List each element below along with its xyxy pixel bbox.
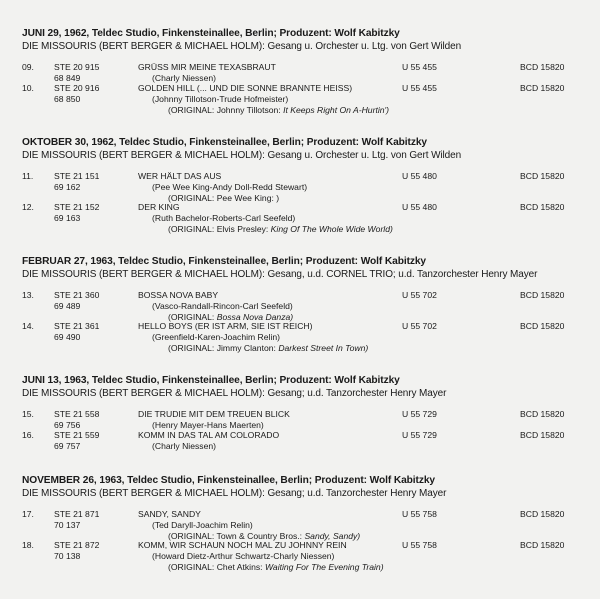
track-title: DIE TRUDIE MIT DEM TREUEN BLICK: [138, 409, 290, 419]
track-number: 17.: [22, 509, 34, 519]
original-title: King Of The Whole Wide World): [270, 224, 393, 234]
matrix-number: STE 21 151: [54, 171, 100, 181]
original-artist: (ORIGINAL: Pee Wee King: ): [168, 193, 280, 203]
cd-catalog-number: BCD 15820: [520, 171, 565, 181]
single-catalog-number: U 55 455: [402, 83, 437, 93]
original-artist: (ORIGINAL:: [168, 312, 215, 322]
cd-catalog-number: BCD 15820: [520, 409, 565, 419]
take-number: 68 849: [54, 73, 81, 83]
session-artist: DIE MISSOURIS (BERT BERGER & MICHAEL HOLM): Gesang; u.d. Tanzorchester Henry Mayer: [22, 488, 447, 499]
single-catalog-number: U 55 729: [402, 409, 437, 419]
track-number: 14.: [22, 321, 34, 331]
songwriter-credit: (Ruth Bachelor-Roberts-Carl Seefeld): [152, 213, 296, 223]
take-number: 70 138: [54, 551, 81, 561]
original-version: [168, 343, 368, 353]
session-header: JUNI 13, 1963, Teldec Studio, Finkensteinallee, Berlin; Produzent: Wolf Kabitzky: [22, 375, 400, 386]
track-number: 15.: [22, 409, 34, 419]
take-number: 68 850: [54, 94, 81, 104]
songwriter-credit: (Pee Wee King-Andy Doll-Redd Stewart): [152, 182, 308, 192]
matrix-number: STE 20 916: [54, 83, 100, 93]
take-number: 69 163: [54, 213, 81, 223]
original-version: [168, 224, 393, 234]
songwriter-credit: (Ted Daryll-Joachim Relin): [152, 520, 253, 530]
session-artist: DIE MISSOURIS (BERT BERGER & MICHAEL HOLM): Gesang u. Orchester u. Ltg. von Gert Wilden: [22, 150, 462, 161]
session-header: JUNI 29, 1962, Teldec Studio, Finkensteinallee, Berlin; Produzent: Wolf Kabitzky: [22, 28, 400, 39]
cd-catalog-number: BCD 15820: [520, 321, 565, 331]
original-version: [168, 105, 389, 115]
single-catalog-number: U 55 702: [402, 321, 437, 331]
matrix-number: STE 21 559: [54, 430, 100, 440]
single-catalog-number: U 55 480: [402, 202, 437, 212]
original-artist: (ORIGINAL: Jimmy Clanton:: [168, 343, 276, 353]
original-title: Waiting For The Evening Train): [264, 562, 384, 572]
original-title: Darkest Street In Town): [278, 343, 369, 353]
original-artist: (ORIGINAL: Johnny Tillotson:: [168, 105, 281, 115]
single-catalog-number: U 55 702: [402, 290, 437, 300]
original-version: [168, 562, 384, 572]
session-header: NOVEMBER 26, 1963, Teldec Studio, Finkensteinallee, Berlin; Produzent: Wolf Kabitzky: [22, 475, 435, 486]
songwriter-credit: (Johnny Tillotson-Trude Hofmeister): [152, 94, 289, 104]
take-number: 69 756: [54, 420, 81, 430]
cd-catalog-number: BCD 15820: [520, 430, 565, 440]
single-catalog-number: U 55 758: [402, 540, 437, 550]
track-number: 13.: [22, 290, 34, 300]
take-number: 70 137: [54, 520, 81, 530]
single-catalog-number: U 55 729: [402, 430, 437, 440]
track-number: 16.: [22, 430, 34, 440]
track-title: GRÜSS MIR MEINE TEXASBRAUT: [138, 62, 276, 72]
songwriter-credit: (Henry Mayer-Hans Maerten): [152, 420, 264, 430]
original-title: Sandy, Sandy): [304, 531, 361, 541]
original-title: It Keeps Right On A-Hurtin'): [283, 105, 390, 115]
matrix-number: STE 21 152: [54, 202, 100, 212]
track-number: 11.: [22, 171, 34, 181]
track-title: HELLO BOYS (ER IST ARM, SIE IST REICH): [138, 321, 313, 331]
session-artist: DIE MISSOURIS (BERT BERGER & MICHAEL HOLM): Gesang u. Orchester u. Ltg. von Gert Wilden: [22, 41, 462, 52]
matrix-number: STE 21 361: [54, 321, 100, 331]
track-number: 09.: [22, 62, 34, 72]
track-title: DER KING: [138, 202, 180, 212]
track-title: KOMM IN DAS TAL AM COLORADO: [138, 430, 280, 440]
cd-catalog-number: BCD 15820: [520, 62, 565, 72]
original-artist: (ORIGINAL: Chet Atkins:: [168, 562, 263, 572]
take-number: 69 757: [54, 441, 81, 451]
original-artist: (ORIGINAL: Elvis Presley:: [168, 224, 269, 234]
track-title: KOMM, WIR SCHAUN NOCH MAL ZU JOHNNY REIN: [138, 540, 347, 550]
matrix-number: STE 21 360: [54, 290, 100, 300]
songwriter-credit: (Charly Niessen): [152, 73, 216, 83]
session-artist: DIE MISSOURIS (BERT BERGER & MICHAEL HOLM): Gesang, u.d. CORNEL TRIO; u.d. Tanzorchester Henry Mayer: [22, 269, 538, 280]
matrix-number: STE 21 558: [54, 409, 100, 419]
track-number: 18.: [22, 540, 34, 550]
single-catalog-number: U 55 758: [402, 509, 437, 519]
session-artist: DIE MISSOURIS (BERT BERGER & MICHAEL HOLM): Gesang; u.d. Tanzorchester Henry Mayer: [22, 388, 447, 399]
songwriter-credit: (Howard Dietz-Arthur Schwartz-Charly Niessen): [152, 551, 335, 561]
track-title: WER HÄLT DAS AUS: [138, 171, 222, 181]
original-version: [168, 193, 279, 203]
cd-catalog-number: BCD 15820: [520, 83, 565, 93]
session-header: FEBRUAR 27, 1963, Teldec Studio, Finkensteinallee, Berlin; Produzent: Wolf Kabitzky: [22, 256, 426, 267]
track-title: BOSSA NOVA BABY: [138, 290, 219, 300]
matrix-number: STE 20 915: [54, 62, 100, 72]
take-number: 69 162: [54, 182, 81, 192]
single-catalog-number: U 55 480: [402, 171, 437, 181]
original-title: Bossa Nova Danza): [216, 312, 294, 322]
take-number: 69 490: [54, 332, 81, 342]
cd-catalog-number: BCD 15820: [520, 202, 565, 212]
cd-catalog-number: BCD 15820: [520, 540, 565, 550]
cd-catalog-number: BCD 15820: [520, 290, 565, 300]
track-title: SANDY, SANDY: [138, 509, 201, 519]
track-number: 10.: [22, 83, 34, 93]
session-header: OKTOBER 30, 1962, Teldec Studio, Finkensteinallee, Berlin; Produzent: Wolf Kabitzky: [22, 137, 427, 148]
songwriter-credit: (Vasco-Randall-Rincon-Carl Seefeld): [152, 301, 293, 311]
track-number: 12.: [22, 202, 34, 212]
songwriter-credit: (Greenfield-Karen-Joachim Relin): [152, 332, 280, 342]
track-title: GOLDEN HILL (... UND DIE SONNE BRANNTE HEISS): [138, 83, 353, 93]
cd-catalog-number: BCD 15820: [520, 509, 565, 519]
songwriter-credit: (Charly Niessen): [152, 441, 216, 451]
take-number: 69 489: [54, 301, 81, 311]
original-artist: (ORIGINAL: Town & Country Bros.:: [168, 531, 303, 541]
matrix-number: STE 21 872: [54, 540, 100, 550]
matrix-number: STE 21 871: [54, 509, 100, 519]
single-catalog-number: U 55 455: [402, 62, 437, 72]
